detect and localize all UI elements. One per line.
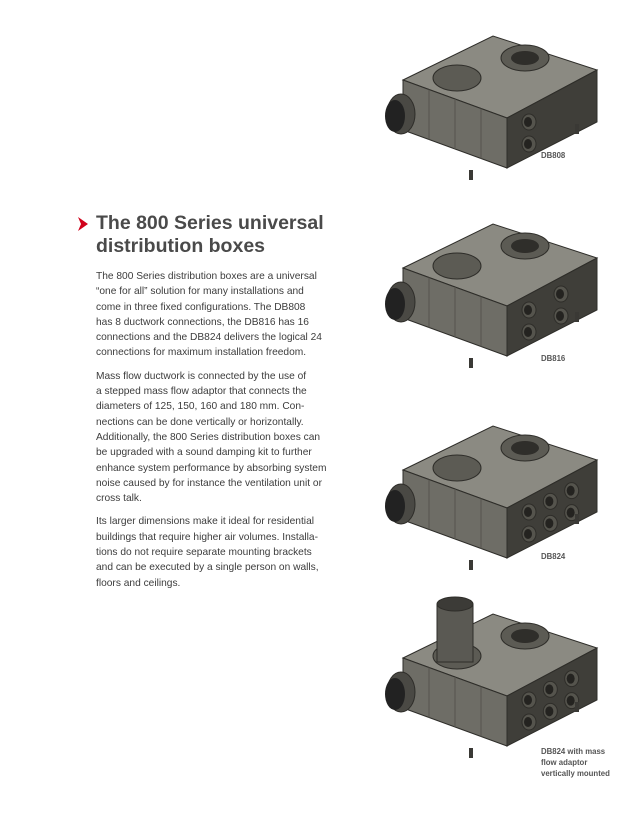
port-connector-hole — [524, 327, 532, 337]
text-line: buildings that require higher air volumes. Installa- — [96, 531, 318, 543]
mounting-tab — [575, 702, 579, 712]
body-text — [96, 269, 328, 599]
caption-line: DB816 — [541, 354, 566, 363]
main-connector-hole — [385, 490, 405, 522]
mounting-tab — [469, 560, 473, 570]
caption-line: DB824 — [541, 552, 566, 561]
text-line: The 800 Series distribution boxes are a universal — [96, 271, 317, 282]
text-line: come in three fixed configurations. The DB808 — [96, 301, 306, 313]
heading-line-2: distribution boxes — [96, 235, 266, 257]
caption-line: DB824 with mass — [541, 747, 606, 756]
product-image-db824 — [375, 408, 615, 578]
vertical-adaptor-top — [437, 597, 473, 611]
text-line: and can be executed by a single person on walls, — [96, 562, 319, 574]
text-line: nections can be done vertically or horizontally. — [96, 416, 304, 428]
port-connector-hole — [545, 684, 553, 694]
port-connector-hole — [524, 305, 532, 315]
mounting-tab — [575, 312, 579, 322]
paragraph-1 — [96, 269, 328, 361]
text-line: Additionally, the 800 Series distribution boxes can — [96, 431, 321, 443]
mounting-tab — [575, 514, 579, 524]
text-line: a stepped mass flow adaptor that connects the — [96, 386, 307, 398]
mounting-tab — [469, 170, 473, 180]
port-connector-hole — [524, 695, 532, 705]
port-connector-hole — [567, 486, 575, 496]
port-connector-hole — [524, 117, 532, 127]
paragraph-3 — [96, 514, 328, 590]
port-connector-hole — [524, 717, 532, 727]
main-connector-hole — [385, 100, 405, 132]
vertical-adaptor — [437, 604, 473, 662]
product-image-db816 — [375, 206, 615, 376]
port-connector-hole — [567, 674, 575, 684]
text-line: Its larger dimensions make it ideal for residential — [96, 516, 314, 528]
caption-db824-vertical — [541, 746, 610, 779]
heading-line-1: The 800 Series universal — [96, 212, 324, 234]
caption-line: DB808 — [541, 151, 566, 160]
paragraph-2 — [96, 369, 328, 507]
text-line: “one for all” solution for many installations and — [96, 286, 304, 298]
text-line: diameters of 125, 150, 160 and 180 mm. Con- — [96, 401, 305, 413]
port-connector-hole — [524, 507, 532, 517]
main-connector-hole — [385, 288, 405, 320]
mounting-tab — [575, 124, 579, 134]
text-line: tions do not require separate mounting brackets — [96, 547, 312, 559]
port-connector-hole — [556, 311, 564, 321]
caption-line: flow adaptor — [541, 758, 588, 767]
port-connector-hole — [524, 139, 532, 149]
section-heading — [76, 212, 336, 258]
port-connector-hole — [545, 518, 553, 528]
main-connector-hole — [385, 678, 405, 710]
text-line: Mass flow ductwork is connected by the use of — [96, 370, 307, 382]
port-connector-hole — [524, 529, 532, 539]
text-line: connections for maximum installation freedom. — [96, 347, 307, 359]
mounting-tab — [469, 748, 473, 758]
text-line: has 8 ductwork connections, the DB816 has 16 — [96, 316, 309, 328]
mounting-tab — [469, 358, 473, 368]
text-line: noise caused by for instance the ventilation unit or — [96, 477, 322, 489]
text-line: enhance system performance by absorbing system — [96, 462, 327, 474]
top-opening-hole — [511, 239, 539, 253]
caption-db808 — [541, 150, 565, 161]
port-connector-hole — [567, 508, 575, 518]
top-opening-hole — [511, 441, 539, 455]
top-opening — [433, 455, 481, 481]
product-image-db808 — [375, 18, 615, 188]
port-connector-hole — [567, 696, 575, 706]
text-line: floors and ceilings. — [96, 577, 181, 589]
caption-db824 — [541, 551, 565, 562]
text-line: cross talk. — [96, 493, 142, 505]
port-connector-hole — [556, 289, 564, 299]
text-line: be upgraded with a sound damping kit to further — [96, 447, 312, 459]
text-line: connections and the DB824 delivers the logical 24 — [96, 332, 322, 344]
top-opening-hole — [511, 51, 539, 65]
port-connector-hole — [545, 496, 553, 506]
port-connector-hole — [545, 706, 553, 716]
caption-line: vertically mounted — [541, 769, 610, 778]
top-opening — [433, 65, 481, 91]
caption-db816 — [541, 353, 565, 364]
top-opening-hole — [511, 629, 539, 643]
top-opening — [433, 253, 481, 279]
